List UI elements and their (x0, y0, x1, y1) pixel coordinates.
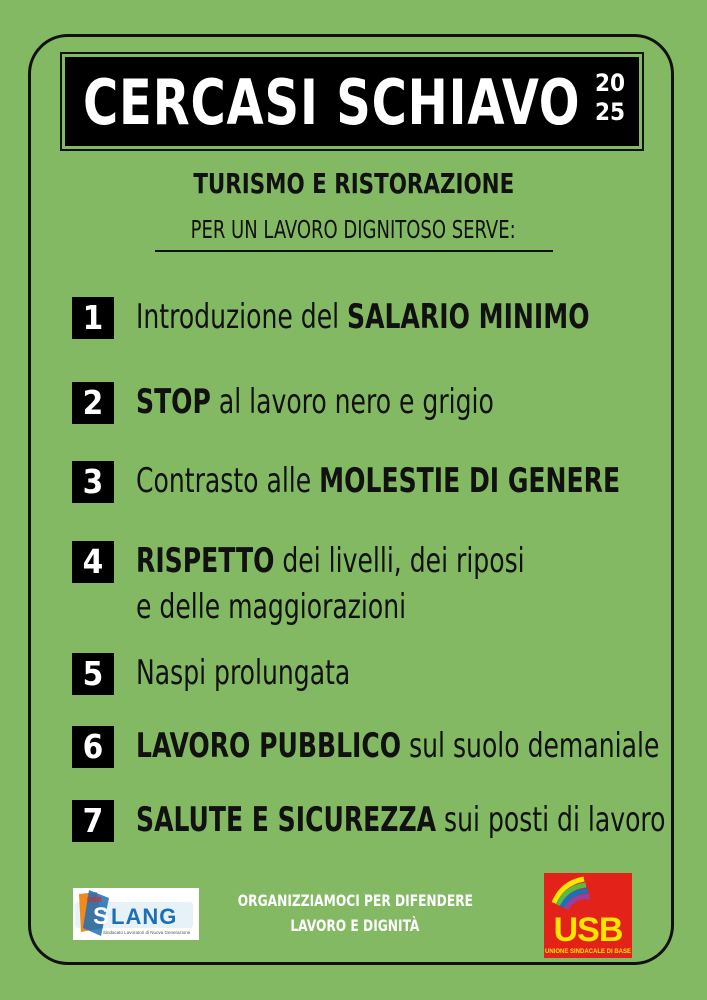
item-bold: LAVORO PUBBLICO (136, 726, 402, 766)
year-label (595, 69, 625, 127)
item-bold: STOP (136, 382, 211, 422)
item-plain: sui posti di lavoro (436, 800, 666, 840)
svg-text:S: S (93, 903, 110, 930)
svg-text:UNIONE SINDACALE DI BASE: UNIONE SINDACALE DI BASE (544, 949, 632, 955)
svg-text:LANG: LANG (111, 904, 178, 929)
item-bold: RISPETTO (136, 541, 275, 581)
item-number: 5 (72, 653, 114, 695)
svg-text:USB: USB (553, 911, 623, 949)
item-text (136, 379, 494, 425)
subline-underline (155, 250, 553, 252)
item-plain: Introduzione del (136, 297, 348, 337)
title-box (60, 52, 644, 151)
subline (0, 216, 707, 244)
item-number: 4 (72, 541, 114, 583)
item-bold: MOLESTIE DI GENERE (319, 461, 621, 501)
item-text (136, 458, 620, 504)
item-number: 7 (72, 800, 114, 842)
item-text (136, 650, 350, 696)
poster-title: CERCASI SCHIAVO (83, 66, 581, 139)
subtitle-text: TURISMO E RISTORAZIONE (193, 167, 514, 200)
item-bold: SALUTE E SICUREZZA (136, 800, 437, 840)
item-text (136, 723, 659, 769)
svg-text:USB: USB (87, 897, 102, 904)
item-number: 1 (72, 297, 114, 339)
item-plain: sul suolo demaniale (401, 726, 660, 766)
item-number: 3 (72, 461, 114, 503)
year-bottom: 25 (594, 98, 625, 126)
item-number: 6 (72, 726, 114, 768)
item-plain: Naspi prolungata (136, 653, 351, 693)
subtitle (0, 166, 707, 202)
subline-text: PER UN LAVORO DIGNITOSO SERVE: (190, 215, 516, 244)
title-banner (65, 57, 639, 146)
item-line2: e delle maggiorazioni (136, 587, 407, 627)
item-number: 2 (72, 382, 114, 424)
item-text (136, 797, 665, 843)
year-top: 20 (594, 69, 625, 97)
svg-text:Sindacato Lavoratori di Nuova: Sindacato Lavoratori di Nuova Generazione (103, 930, 191, 935)
item-text (136, 294, 590, 340)
slang-logo (73, 888, 199, 940)
slang-logo-graphic (73, 888, 199, 940)
footer-line-2: LAVORO E DIGNITÀ (290, 916, 420, 935)
item-bold: SALARIO MINIMO (347, 297, 590, 337)
item-plain: dei livelli, dei riposi (274, 541, 525, 581)
item-text (136, 538, 525, 630)
usb-logo (544, 873, 632, 958)
footer-slogan (210, 888, 500, 938)
footer-line-1: ORGANIZZIAMOCI PER DIFENDERE (237, 891, 473, 910)
item-plain: al lavoro nero e grigio (210, 382, 494, 422)
usb-logo-graphic (544, 873, 632, 958)
item-plain: Contrasto alle (136, 461, 320, 501)
